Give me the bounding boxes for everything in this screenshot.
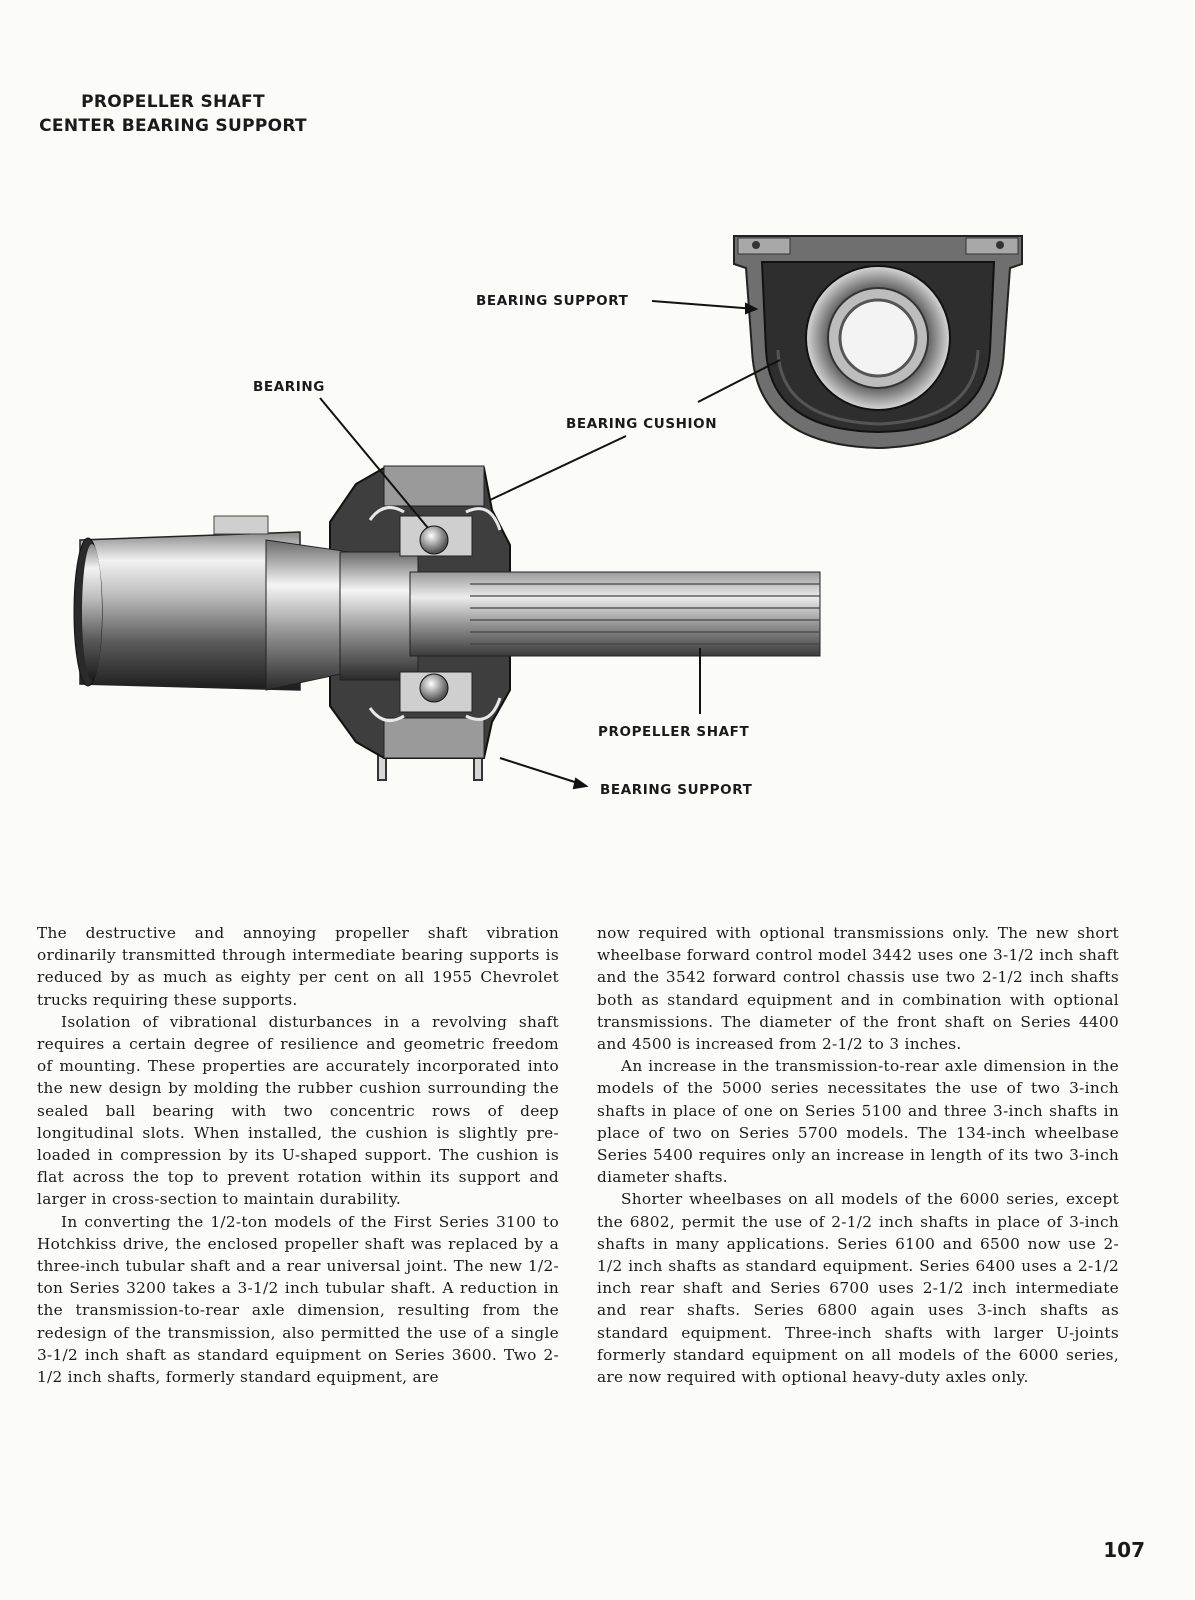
- label-propeller-shaft: PROPELLER SHAFT: [598, 724, 750, 740]
- heading-line-2: CENTER BEARING SUPPORT: [39, 116, 307, 136]
- page-number: 107: [1103, 1538, 1145, 1562]
- label-bearing-cushion: BEARING CUSHION: [566, 416, 718, 432]
- paragraph: In converting the 1/2-ton models of the First Series 3100 to Hotchkiss drive, the enclosed propeller shaft was replaced by a three-inch tubular shaft and a rear universal joint. The new 1/2-ton Series 3200 takes a 3-1/2 inch tubular shaft. A reduction in the transmission-to-rear axle dimension, resulting from the redesign of the transmission, also permitted the use of a single 3-1/2 inch shaft as standard equipment on Series 3600. Two 2-1/2 inch shafts, formerly standard equipment, are: [37, 1212, 559, 1387]
- paragraph: An increase in the transmission-to-rear axle dimension in the models of the 5000 series necessitates the use of two 3-inch shafts in place of one on Series 5100 and three 3-inch shafts in place of two on Series 5700 models. The 134-inch wheelbase Series 5400 requires only an increase in length of its two 3-inch diameter shafts.: [597, 1057, 1119, 1187]
- label-bearing-support-top: BEARING SUPPORT: [476, 293, 629, 309]
- paragraph: The destructive and annoying propeller shaft vibration ordinarily transmitted through intermediate bearing supports is reduced by as much as eighty per cent on all 1955 Chevrolet trucks requiring these supports.: [37, 924, 559, 1009]
- bearing-support-end-view: [734, 236, 1022, 448]
- paragraph: Isolation of vibrational disturbances in a revolving shaft requires a certain degree of resilience and geometric freedom of mounting. These properties are accurately incorporated into the new design by molding the rubber cushion surrounding the sealed ball bearing with two concentric rows of deep longitudinal slots. When installed, the cushion is slightly pre-loaded in compression by its U-shaped support. The cushion is flat across the top to prevent rotation within its support and larger in cross-section to maintain durability.: [37, 1012, 559, 1209]
- paragraph: Shorter wheelbases on all models of the 6000 series, except the 6802, permit the use of 2-1/2 inch shafts in place of 3-inch shafts in many applications. Series 6100 and 6500 now use 2-1/2 inch shafts as standard equipment. Series 6400 uses a 2-1/2 inch rear shaft and Series 6700 uses 2-1/2 inch intermediate and rear shafts. Series 6800 again uses 3-inch shafts as standard equipment. Three-inch shafts with larger U-joints formerly standard equipment on all models of the 6000 series, are now required with optional heavy-duty axles only.: [597, 1190, 1119, 1387]
- text-column-left: [37, 922, 559, 1388]
- heading-line-1: PROPELLER SHAFT: [81, 92, 265, 112]
- text-column-right: [597, 922, 1119, 1388]
- label-bearing-support-bottom: BEARING SUPPORT: [600, 782, 753, 798]
- label-bearing: BEARING: [253, 379, 325, 395]
- paragraph: now required with optional transmissions only. The new short wheelbase forward control model 3442 uses one 3-1/2 inch shaft and the 3542 forward control chassis use two 2-1/2 inch shafts both as standard equipment and in combination with optional transmissions. The diameter of the front shaft on Series 4400 and 4500 is increased from 2-1/2 to 3 inches.: [597, 924, 1119, 1054]
